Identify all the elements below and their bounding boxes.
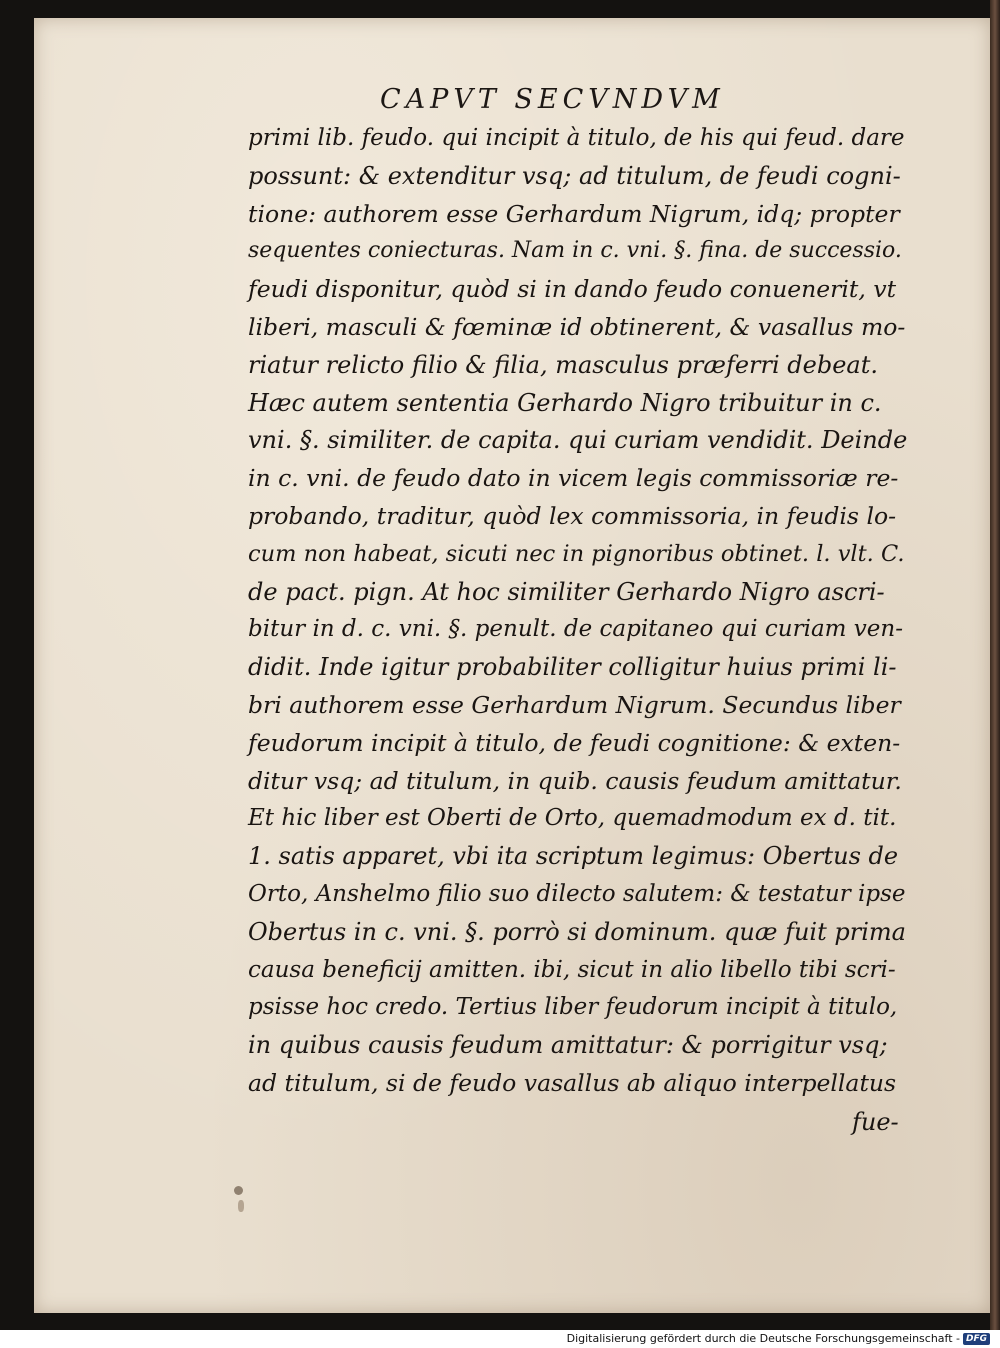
- text-line: primi lib. feudo. qui incipit à titulo, de his qui feud. dare: [248, 125, 905, 151]
- text-line: riatur relicto filio & filia, masculus præferri debeat.: [248, 351, 879, 379]
- text-line: in quibus causis feudum amittatur: & porrigitur vsq;: [248, 1031, 888, 1059]
- text-line: Et hic liber est Oberti de Orto, quemadmodum ex d. tit.: [248, 805, 897, 831]
- text-line: bitur in d. c. vni. §. penult. de capitaneo qui curiam ven-: [248, 616, 903, 642]
- text-line: liberi, masculi & fœminæ id obtinerent, & vasallus mo-: [248, 313, 906, 341]
- text-line: didit. Inde igitur probabiliter colligitur huius primi li-: [248, 653, 897, 681]
- book-edge: [990, 0, 1000, 1330]
- ink-smudge: [238, 1200, 244, 1212]
- text-line: sequentes coniecturas. Nam in c. vni. §. fina. de successio.: [248, 238, 902, 263]
- text-line: in c. vni. de feudo dato in vicem legis commissoriæ re-: [248, 464, 899, 492]
- text-line: cum non habeat, sicuti nec in pignoribus obtinet. l. vlt. C.: [248, 541, 905, 567]
- catchword: fue-: [852, 1108, 899, 1136]
- text-line: feudi disponitur, quòd si in dando feudo conuenerit, vt: [248, 275, 897, 303]
- text-line: vni. §. similiter. de capita. qui curiam vendidit. Deinde: [248, 426, 908, 454]
- text-line: Hæc autem sententia Gerhardo Nigro tribuitur in c.: [248, 389, 882, 417]
- text-line: Orto, Anshelmo filio suo dilecto salutem: & testatur ipse: [248, 881, 906, 907]
- text-line: psisse hoc credo. Tertius liber feudorum incipit à titulo,: [248, 994, 898, 1020]
- text-line: Obertus in c. vni. §. porrò si dominum. quæ fuit prima: [248, 918, 906, 946]
- running-head: CAPVT SECVNDVM: [380, 84, 725, 115]
- text-line: possunt: & extenditur vsq; ad titulum, de feudi cogni-: [248, 162, 901, 190]
- text-line: tione: authorem esse Gerhardum Nigrum, idq; propter: [248, 200, 900, 228]
- text-line: ad titulum, si de feudo vasallus ab aliquo interpellatus: [248, 1069, 897, 1097]
- dfg-logo: DFG: [963, 1333, 990, 1345]
- digitization-credit: Digitalisierung gefördert durch die Deutsche Forschungsgemeinschaft -: [566, 1332, 960, 1345]
- text-line: ditur vsq; ad titulum, in quib. causis feudum amittatur.: [248, 767, 902, 795]
- text-line: de pact. pign. At hoc similiter Gerhardo Nigro ascri-: [248, 578, 885, 606]
- text-line: feudorum incipit à titulo, de feudi cognitione: & exten-: [248, 729, 901, 757]
- text-line: causa beneficij amitten. ibi, sicut in alio libello tibi scri-: [248, 957, 896, 983]
- ink-smudge: [234, 1186, 243, 1195]
- text-line: bri authorem esse Gerhardum Nigrum. Secundus liber: [248, 691, 901, 719]
- text-line: 1. satis apparet, vbi ita scriptum legimus: Obertus de: [248, 842, 899, 870]
- text-line: probando, traditur, quòd lex commissoria, in feudis lo-: [248, 502, 897, 530]
